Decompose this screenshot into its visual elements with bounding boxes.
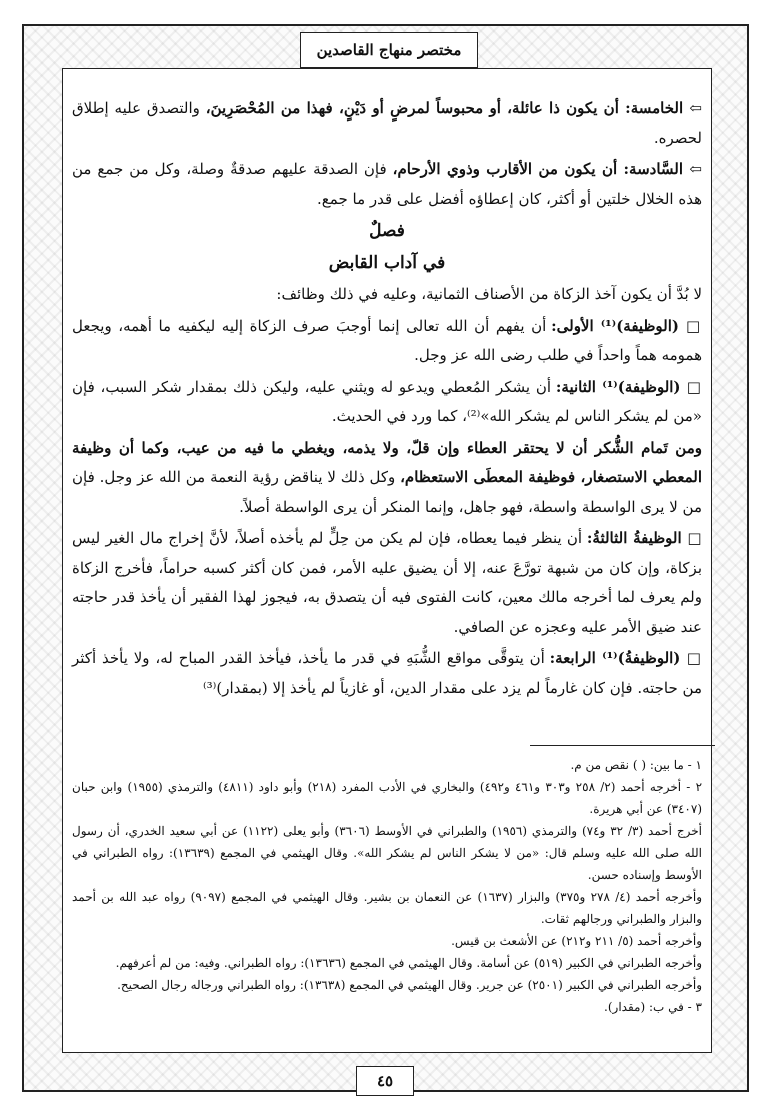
paragraph-sixth [72,155,702,214]
paragraph-duty-1 [72,312,702,371]
sixth-rest: فإن الصدقة عليهم صدقةٌ وصلة، وكل من جمع من هذه الخلال خلتين أو أكثر، كان إعطاؤه أفضل على قدر ما جمع. [72,160,702,208]
duty-2-text: أن يشكر المُعطي ويدعو له ويثني عليه، وليكن ذلك بمقدار شكر السبب، فإن «من لم يشكر الناس لم يشكر الله»⁽²⁾، كما ورد في الحديث. [72,377,702,425]
footnote-line: وأخرجه الطبراني في الكبير (٢٥٠١) عن جرير. وقال الهيثمي في المجمع (١٣٦٣٨): رواه الطبراني ورجاله رجال الصحيح. [117,978,702,992]
paragraph-duty-3 [72,524,702,642]
footnote-line: وأخرجه الطبراني في الكبير (٥١٩) عن أسامة. وقال الهيثمي في المجمع (١٣٦٣٦): رواه الطبراني. وفيه: من لم أعرفهم. [115,956,702,970]
duty-1-label: □ (الوظيفة)⁽¹⁾ الأولى: [551,316,702,335]
footnote-line: وأخرجه أحمد (٤/ ٢٧٨ و٣٧٥) والبزار (١٦٣٧) عن النعمان بن بشير. وقال الهيثمي في المجمع (٩٠٩٧) رواه عبد الله بن أحمد والبزار والطبراني ورجالهم ثقات. [72,890,703,926]
page-number-box [356,1066,414,1096]
footnote-line: وأخرجه أحمد (٥/ ٢١١ و٢١٢) عن الأشعث بن قيس. [451,934,702,948]
book-title: مختصر منهاج القاصدين [316,41,462,59]
paragraph-intro: لا بُدَّ أن يكون آخذ الزكاة من الأصناف الثمانية، وعليه في ذلك وظائف: [276,285,702,303]
sixth-lead: ⇦ السَّادسة: أن يكون من الأقارب وذوي الأرحام، [392,160,702,178]
duty-1-text: أن يفهم أن الله تعالى إنما أوجبَ صرف الزكاة إليه ليكفيه ما أهمه، ويجعل همومه هماً واحداً في طلب رضى الله عز وجل. [72,316,702,364]
duty-4-label: □ (الوظيفةُ)⁽¹⁾ الرابعة: [549,649,702,667]
main-text [72,94,702,705]
fifth-lead: ⇦ الخامسة: أن يكون ذا عائلة، أو محبوساً لمرضٍ أو دَيْنٍ، فهذا من المُحْصَرِينَ، [205,99,702,117]
duty-3-text: أن ينظر فيما يعطاه، فإن لم يكن من حِلٍّ لم يأخذه أصلاً، لأنَّ إخراج مال الغير ليس بزكاة، وإن كان من شبهة تورَّعَ عنه، إلا أن يضيق عليه الأمر، فمن كان أكثر كسبه حراماً، فأخرج الزكاة ولم يعرف لما أخرجه مالك معين، كانت الفتوى فيه أن يتصدق به، فيجوز لهذا الفقير أن يأخذ قدر حاجته عند ضيق الأمر عليه وعجزه عن الصافي. [72,529,702,636]
paragraph-duty-4 [72,644,702,703]
duty-4-text: أن يتوقَّى مواقع الشُّبَهِ في قدر ما يأخذ، فيأخذ القدر المباح له، ولا يأخذ أكثر من حاجته. فإن كان غارماً لم يزد على مقدار الدين، أو غازياً لم يأخذ إلا (بمقدار)⁽³⁾ [72,649,702,697]
paragraph-duty-2 [72,373,702,432]
duty-3-label: □ الوظيفةُ الثالثةُ: [586,529,702,547]
fifth-rest: والتصدق عليه إطلاق لحصره. [72,99,702,147]
gratitude-rest: وكل ذلك لا يناقض رؤية النعمة من الله عز وجل. فإن من لا يرى الواسطة واسطة، فهو جاهل، وإنما المنكر أن يرى الواسطة أصلاً. [72,468,702,516]
section-subtitle: في آداب القابض [328,253,446,273]
paragraph-fifth [72,94,702,153]
footnotes [72,754,702,1018]
footnote-line: أخرج أحمد (٣/ ٣٢ و٧٤) والترمذي (١٩٥٦) والطبراني في الأوسط (٣٦٠٦) وأبو يعلى (١١٢٢) عن أبي سعيد الخدري، أن رسول الله صلى الله عليه وسلم قال: «من لا يشكر الناس لم يشكر الله». وقال الهيثمي في المجمع (١٣٦٣٩): رواه الطبراني في الأوسط وإسناده حسن. [72,824,703,882]
footnote-separator [530,745,715,746]
footnote-line: ١ - ما بين: ( ) نقص من م. [570,758,702,772]
running-header [300,32,478,68]
gratitude-lead: ومن تَمام الشُّكر أن لا يحتقر العطاء وإن قلّ، ولا يذمه، ويغطي ما فيه من عيب، وكما أن وظيفة المعطي الاستصغار، فوظيفة المعطَى الاستعظام، [72,438,702,486]
paragraph-gratitude [72,434,702,523]
section-title: فصلٌ [369,221,405,241]
footnote-line: ٣ - في ب: (مقدار). [604,1000,702,1014]
page-number: ٤٥ [376,1072,394,1090]
footnote-line: ٢ - أخرجه أحمد (٢/ ٢٥٨ و٣٠٣ و٤٦١ و٤٩٢) والبخاري في الأدب المفرد (٢١٨) وأبو داود (٤٨١١) والترمذي (١٩٥٥) وابن حبان (٣٤٠٧) عن أبي هريرة. [72,780,703,816]
duty-2-label: □ (الوظيفة)⁽¹⁾ الثانية: [555,377,702,396]
